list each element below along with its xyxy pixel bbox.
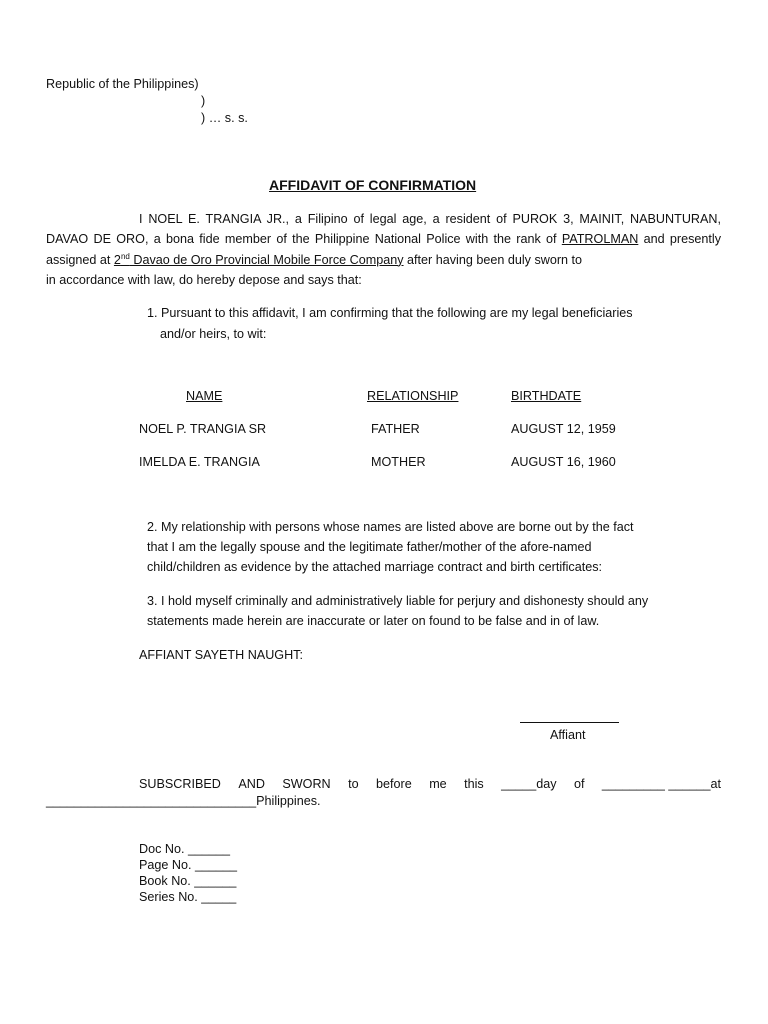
jurat-word: to <box>348 777 359 791</box>
item2-line2: that I am the legally spouse and the legitimate father/mother of the afore-named <box>147 540 592 554</box>
intro-text-1: I NOEL E. TRANGIA JR., a Filipino of legal age, a resident of PUROK 3, MAINIT, NABUNTURAN, DAVAO DE ORO, a bona fide member of the Philippine National Police with the rank of <box>46 212 721 247</box>
unit-ordinal-suffix: nd <box>120 251 130 261</box>
item2-line1: 2. My relationship with persons whose names are listed above are borne out by the fact <box>147 520 634 534</box>
item1-line2: and/or heirs, to wit: <box>160 327 267 341</box>
intro-paragraph <box>46 209 721 290</box>
jurat-day-blank: _____day <box>501 777 557 791</box>
jurat-month-blank: _________ ______at <box>601 777 721 791</box>
jurat-word: before <box>376 777 412 791</box>
item2-line3: child/children as evidence by the attached marriage contract and birth certificates: <box>147 560 603 574</box>
item3-line1: 3. I hold myself criminally and administratively liable for perjury and dishonesty should any <box>147 594 649 608</box>
unit-ordinal: 2 <box>113 252 121 267</box>
jurat-word: AND <box>238 777 265 791</box>
ss-line: ) … s. s. <box>201 111 248 125</box>
affiant-sayeth-naught: AFFIANT SAYETH NAUGHT: <box>139 648 303 662</box>
row2-relationship: MOTHER <box>371 455 426 469</box>
row1-birthdate: AUGUST 12, 1959 <box>511 422 616 436</box>
intro-last-line: in accordance with law, do hereby depose and says that: <box>46 272 362 287</box>
jurat-word: SUBSCRIBED <box>139 777 221 791</box>
jurat-place-line: ______________________________Philippines. <box>46 794 321 808</box>
col-header-birthdate: BIRTHDATE <box>511 389 582 403</box>
row2-birthdate: AUGUST 16, 1960 <box>511 455 616 469</box>
doc-no: Doc No. ______ <box>139 842 231 856</box>
col-header-name: NAME <box>186 389 223 403</box>
series-no: Series No. _____ <box>139 890 237 904</box>
book-no: Book No. ______ <box>139 874 237 888</box>
row1-relationship: FATHER <box>371 422 420 436</box>
unit-text <box>114 253 404 267</box>
item1-line1: 1. Pursuant to this affidavit, I am confirming that the following are my legal beneficiaries <box>147 306 633 320</box>
row2-name: IMELDA E. TRANGIA <box>139 455 260 469</box>
intro-text-3: after having been duly sworn to <box>403 252 583 267</box>
item3-line2: statements made herein are inaccurate or later on found to be false and in of law. <box>147 614 600 628</box>
col-header-relationship: RELATIONSHIP <box>367 389 459 403</box>
unit-name: Davao de Oro Provincial Mobile Force Company <box>129 252 404 267</box>
jurat-word: this <box>464 777 484 791</box>
affiant-label: Affiant <box>550 728 586 742</box>
republic-line: Republic of the Philippines) <box>46 77 199 91</box>
row1-name: NOEL P. TRANGIA SR <box>139 422 267 436</box>
venue-paren: ) <box>201 94 206 108</box>
intro-text-2: and presently assigned at <box>46 232 721 267</box>
jurat-word: SWORN <box>282 777 331 791</box>
document-title: AFFIDAVIT OF CONFIRMATION <box>269 177 477 193</box>
rank-text: PATROLMAN <box>561 232 639 247</box>
page-no: Page No. ______ <box>139 858 238 872</box>
affiant-signature-line <box>520 722 619 723</box>
jurat-word: me <box>429 777 447 791</box>
jurat-word: of <box>573 777 585 791</box>
